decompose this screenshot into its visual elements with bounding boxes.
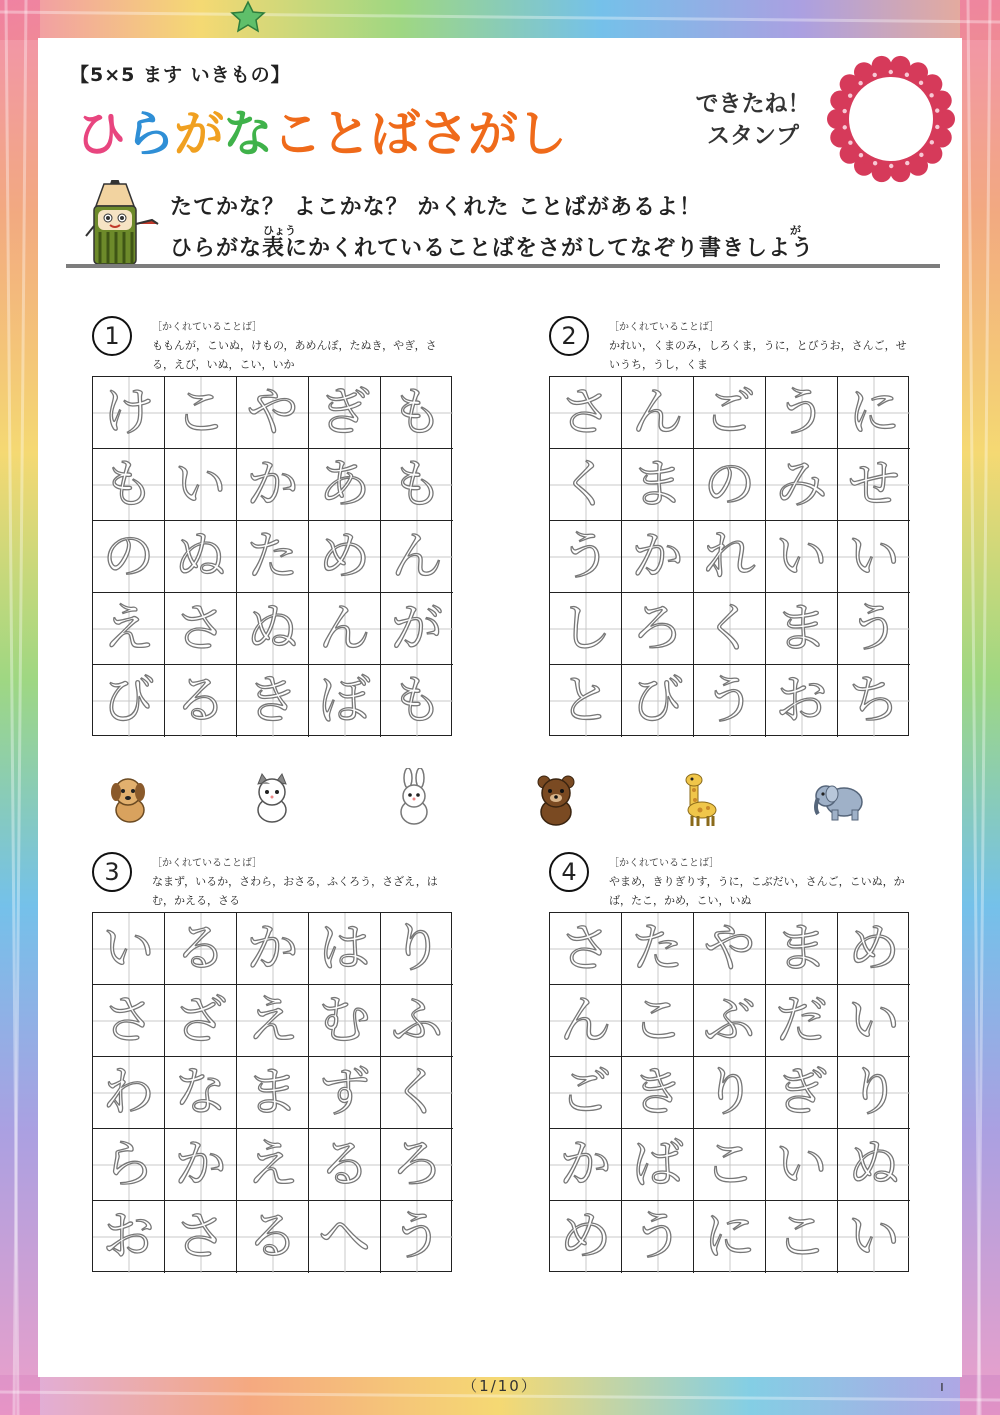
trace-character: ん <box>318 598 371 659</box>
grid-cell <box>237 665 309 737</box>
title-main: ことばさがし <box>272 105 566 163</box>
trace-character: か <box>174 1134 227 1195</box>
grid-cell <box>550 593 622 665</box>
title-char: が <box>174 105 223 163</box>
grid-cell <box>838 985 910 1057</box>
trace-character: ご <box>703 382 756 443</box>
trace-character: う <box>775 382 828 443</box>
grid-cell <box>694 913 766 985</box>
grid-cell <box>622 1201 694 1273</box>
grid-cell <box>766 985 838 1057</box>
hiragana-grid <box>92 376 452 736</box>
trace-character: き <box>246 671 299 731</box>
grid-cell <box>237 1201 309 1273</box>
trace-character: け <box>102 382 155 443</box>
grid-cell <box>838 913 910 985</box>
grid-cell <box>694 593 766 665</box>
instruction-line-2: ひらがな表にかくれていることばをさがしてなぞり書きしよう <box>170 236 815 261</box>
grid-cell <box>237 449 309 521</box>
hiragana-grid <box>92 912 452 1272</box>
grid-cell <box>766 665 838 737</box>
grid-cell <box>309 665 381 737</box>
trace-character: に <box>703 1207 756 1267</box>
trace-character: ま <box>775 918 828 979</box>
grid-cell <box>381 1201 453 1273</box>
grid-cell <box>237 1129 309 1201</box>
grid-cell <box>165 665 237 737</box>
trace-character: も <box>390 454 443 515</box>
trace-character: が <box>390 598 443 659</box>
trace-character: く <box>390 1062 443 1123</box>
trace-character: さ <box>102 990 155 1051</box>
trace-character: り <box>847 1062 900 1123</box>
header-divider <box>66 264 940 268</box>
grid-cell <box>550 985 622 1057</box>
trace-character: ぬ <box>246 598 299 659</box>
trace-character: ば <box>631 1134 684 1195</box>
trace-character: ぎ <box>775 1062 828 1123</box>
grid-cell <box>309 985 381 1057</box>
stamp-label-line2: スタンプ <box>707 123 799 149</box>
animal-row <box>100 768 900 828</box>
grid-cell <box>165 521 237 593</box>
grid-cell <box>550 377 622 449</box>
trace-character: え <box>246 1134 299 1195</box>
trace-character: め <box>559 1207 612 1267</box>
grid-cell <box>237 1057 309 1129</box>
trace-character: れ <box>703 526 756 587</box>
trace-character: も <box>390 382 443 443</box>
grid-cell <box>93 377 165 449</box>
trace-character: た <box>246 526 299 587</box>
grid-cell <box>838 377 910 449</box>
grid-cell <box>550 913 622 985</box>
stamp-label-line1: できたね！ <box>695 91 811 117</box>
trace-character: ま <box>246 1062 299 1123</box>
grid-cell <box>694 1201 766 1273</box>
trace-character: と <box>559 671 612 731</box>
grid-cell <box>622 665 694 737</box>
grid-cell <box>309 1201 381 1273</box>
grid-cell <box>766 1129 838 1201</box>
title-char: ら <box>125 105 174 163</box>
trace-character: え <box>246 990 299 1051</box>
trace-character: ん <box>390 526 443 587</box>
hidden-words-list: かれい，くまのみ，しろくま，うに，とびうお，さんご，せいうち，うし，くま <box>609 339 907 371</box>
grid-cell <box>309 913 381 985</box>
grid-cell <box>694 1057 766 1129</box>
trace-character: こ <box>631 990 684 1051</box>
grid-cell <box>237 521 309 593</box>
trace-character: は <box>318 918 371 979</box>
grid-cell <box>766 913 838 985</box>
grid-cell <box>93 985 165 1057</box>
trace-character: ろ <box>631 598 684 659</box>
trace-character: な <box>174 1062 227 1123</box>
trace-character: も <box>102 454 155 515</box>
trace-character: さ <box>174 1207 227 1267</box>
trace-character: や <box>703 918 756 979</box>
grid-cell <box>622 1129 694 1201</box>
grid-cell <box>309 521 381 593</box>
grid-cell <box>766 1057 838 1129</box>
grid-cell <box>309 449 381 521</box>
grid-cell <box>694 521 766 593</box>
trace-character: え <box>102 598 155 659</box>
trace-character: い <box>847 990 900 1051</box>
trace-character: か <box>246 918 299 979</box>
grid-cell <box>766 377 838 449</box>
trace-character: い <box>102 918 155 979</box>
trace-character: ず <box>318 1062 371 1123</box>
grid-cell <box>550 1201 622 1273</box>
grid-cell <box>766 449 838 521</box>
grid-cell <box>237 377 309 449</box>
grid-cell <box>381 665 453 737</box>
grid-cell <box>165 913 237 985</box>
trace-character: う <box>703 671 756 731</box>
stamp-circle-icon <box>826 54 956 184</box>
trace-character: り <box>703 1062 756 1123</box>
grid-cell <box>622 1057 694 1129</box>
grid-cell <box>381 593 453 665</box>
grid-cell <box>93 449 165 521</box>
hidden-words-label: ［かくれていることば］ <box>152 858 263 869</box>
ruby-ga: が <box>790 224 801 237</box>
trace-character: ん <box>631 382 684 443</box>
trace-character: た <box>631 918 684 979</box>
trace-character: ぼ <box>318 671 371 731</box>
trace-character: あ <box>318 454 371 515</box>
trace-character: ち <box>847 671 900 731</box>
trace-character: め <box>847 918 900 979</box>
trace-character: に <box>847 382 900 443</box>
trace-character: も <box>390 671 443 731</box>
grid-cell <box>838 1201 910 1273</box>
instruction-line-1: たてかな？ よこかな？ かくれた ことばがあるよ！ <box>170 195 702 220</box>
trace-character: る <box>174 671 227 731</box>
grid-cell <box>838 1129 910 1201</box>
trace-character: ざ <box>174 990 227 1051</box>
trace-character: う <box>847 598 900 659</box>
puzzle-number: 3 <box>92 852 132 892</box>
trace-character: る <box>318 1134 371 1195</box>
trace-character: い <box>847 1207 900 1267</box>
grid-cell <box>381 985 453 1057</box>
trace-character: く <box>559 454 612 515</box>
grid-cell <box>381 1129 453 1201</box>
grid-cell <box>93 593 165 665</box>
grid-cell <box>622 913 694 985</box>
grid-cell <box>381 449 453 521</box>
trace-character: わ <box>102 1062 155 1123</box>
hidden-words-list: やまめ，きりぎりす，うに，こぶだい，さんご，こいぬ，かば，たこ，かめ，こい，いぬ <box>609 875 905 907</box>
trace-character: ふ <box>390 990 443 1051</box>
trace-character: ご <box>559 1062 612 1123</box>
trace-character: く <box>703 598 756 659</box>
trace-character: か <box>631 526 684 587</box>
grid-cell <box>838 593 910 665</box>
rabbit-icon <box>384 768 444 828</box>
stamp-label <box>688 88 818 152</box>
grid-cell <box>550 665 622 737</box>
grid-cell <box>838 521 910 593</box>
trace-character: ま <box>775 598 828 659</box>
trace-character: り <box>390 918 443 979</box>
grid-cell <box>838 449 910 521</box>
trace-character: ぬ <box>174 526 227 587</box>
grid-cell <box>694 1129 766 1201</box>
grid-cell <box>165 1129 237 1201</box>
grid-cell <box>93 665 165 737</box>
trace-character: さ <box>174 598 227 659</box>
grid-cell <box>550 521 622 593</box>
trace-character: う <box>559 526 612 587</box>
trace-character: お <box>102 1207 155 1267</box>
trace-character: み <box>775 454 828 515</box>
trace-character: さ <box>559 918 612 979</box>
grid-cell <box>694 665 766 737</box>
trace-character: こ <box>703 1134 756 1195</box>
pencil-mascot-icon <box>78 180 164 268</box>
trace-character: ぶ <box>703 990 756 1051</box>
trace-character: む <box>318 990 371 1051</box>
trace-character: へ <box>318 1207 371 1267</box>
trace-character: め <box>318 526 371 587</box>
trace-character: や <box>246 382 299 443</box>
grid-cell <box>694 985 766 1057</box>
grid-cell <box>93 913 165 985</box>
trace-character: び <box>631 671 684 731</box>
trace-character: か <box>559 1134 612 1195</box>
trace-character: ろ <box>390 1134 443 1195</box>
puzzle-number: 2 <box>549 316 589 356</box>
trace-character: き <box>631 1062 684 1123</box>
bear-icon <box>526 768 586 828</box>
hidden-words-label: ［かくれていることば］ <box>609 858 720 869</box>
trace-character: ぬ <box>847 1134 900 1195</box>
giraffe-icon <box>668 768 728 828</box>
grid-cell <box>237 593 309 665</box>
trace-character: お <box>775 671 828 731</box>
elephant-icon <box>810 768 870 828</box>
trace-character: ん <box>559 990 612 1051</box>
trace-character: だ <box>775 990 828 1051</box>
grid-cell <box>165 593 237 665</box>
grid-cell <box>550 1057 622 1129</box>
worksheet-subtitle: 【5×5 ます いきもの】 <box>70 64 291 86</box>
grid-cell <box>93 1057 165 1129</box>
trace-character: う <box>390 1207 443 1267</box>
trace-character: い <box>775 1134 828 1195</box>
trace-character: の <box>703 454 756 515</box>
dog-icon <box>100 768 160 828</box>
grid-cell <box>622 593 694 665</box>
grid-cell <box>165 449 237 521</box>
page-number: （1/10） <box>462 1377 538 1395</box>
grid-cell <box>309 1057 381 1129</box>
grid-cell <box>622 521 694 593</box>
trace-character: せ <box>847 454 900 515</box>
puzzle-number: 1 <box>92 316 132 356</box>
grid-cell <box>309 1129 381 1201</box>
grid-cell <box>381 377 453 449</box>
trace-character: さ <box>559 382 612 443</box>
grid-cell <box>838 1057 910 1129</box>
trace-character: い <box>174 454 227 515</box>
grid-cell <box>165 985 237 1057</box>
worksheet-title <box>76 94 566 166</box>
trace-character: び <box>102 671 155 731</box>
trace-character: こ <box>174 382 227 443</box>
grid-cell <box>550 449 622 521</box>
hidden-words-list: なまず，いるか，さわら，おさる，ふくろう，さざえ，はむ，かえる，さる <box>152 875 438 907</box>
cat-icon <box>242 768 302 828</box>
trace-character: ま <box>631 454 684 515</box>
grid-cell <box>766 593 838 665</box>
grid-cell <box>694 377 766 449</box>
trace-character: る <box>246 1207 299 1267</box>
hidden-words-list: ももんが，こいぬ，けもの，あめんぼ，たぬき，やぎ，さる，えび，いぬ，こい，いか <box>152 339 437 371</box>
hiragana-grid <box>549 912 909 1272</box>
trace-character: る <box>174 918 227 979</box>
grid-cell <box>381 521 453 593</box>
hidden-words-label: ［かくれていることば］ <box>152 322 263 333</box>
trace-character: の <box>102 526 155 587</box>
grid-cell <box>622 449 694 521</box>
trace-character: い <box>775 526 828 587</box>
grid-cell <box>309 593 381 665</box>
grid-cell <box>694 449 766 521</box>
grid-cell <box>309 377 381 449</box>
trace-character: う <box>631 1207 684 1267</box>
trace-character: し <box>559 598 612 659</box>
grid-cell <box>550 1129 622 1201</box>
footer-mark: ı <box>940 1379 944 1395</box>
grid-cell <box>838 665 910 737</box>
grid-cell <box>165 1057 237 1129</box>
grid-cell <box>622 377 694 449</box>
trace-character: い <box>847 526 900 587</box>
trace-character: こ <box>775 1207 828 1267</box>
grid-cell <box>237 913 309 985</box>
title-char: な <box>223 105 272 163</box>
trace-character: か <box>246 454 299 515</box>
grid-cell <box>381 1057 453 1129</box>
grid-cell <box>381 913 453 985</box>
grid-cell <box>93 1129 165 1201</box>
grid-cell <box>93 521 165 593</box>
title-char: ひ <box>76 105 125 163</box>
grid-cell <box>165 1201 237 1273</box>
grid-cell <box>93 1201 165 1273</box>
grid-cell <box>766 1201 838 1273</box>
hidden-words-label: ［かくれていることば］ <box>609 322 720 333</box>
hiragana-grid <box>549 376 909 736</box>
puzzle-number: 4 <box>549 852 589 892</box>
trace-character: ぎ <box>318 382 371 443</box>
grid-cell <box>622 985 694 1057</box>
grid-cell <box>766 521 838 593</box>
grid-cell <box>237 985 309 1057</box>
ruby-hyou: ひょう <box>263 224 296 237</box>
trace-character: ら <box>102 1134 155 1195</box>
grid-cell <box>165 377 237 449</box>
